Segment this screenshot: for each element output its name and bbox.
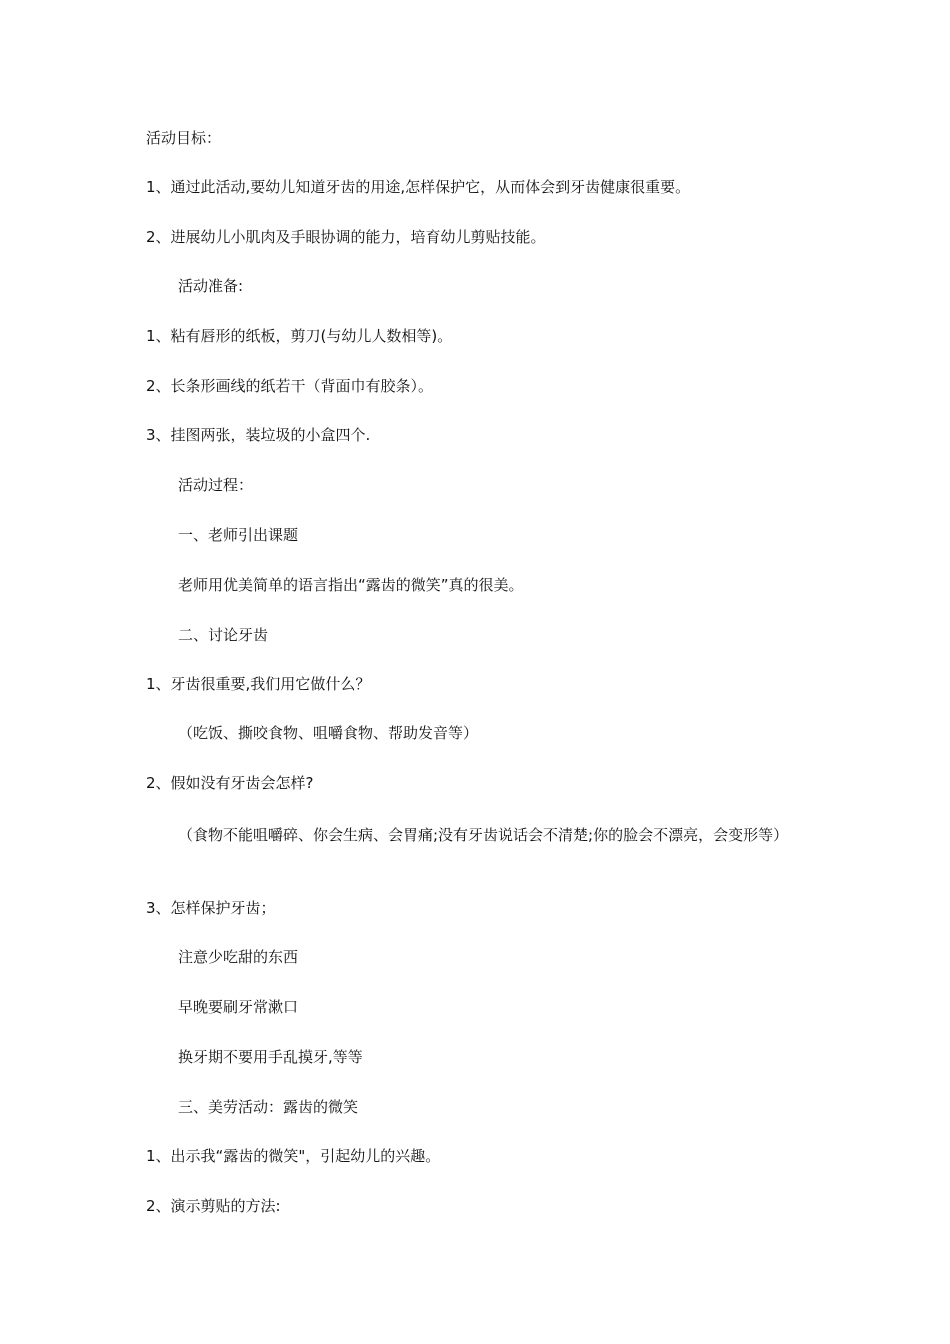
prep-heading: 活动准备: [178, 277, 244, 295]
answer-2 [146, 822, 814, 848]
tip-item-1: 注意少吃甜的东西 [178, 948, 299, 966]
prep-item-2: 2、长条形画线的纸若干（背面巾有胶条）。 [146, 377, 434, 395]
section3-item-2: 2、演示剪贴的方法: [146, 1197, 281, 1215]
section1-heading: 一、老师引出课题 [178, 526, 299, 544]
goal-item-1: 1、通过此活动,要幼儿知道牙齿的用途,怎样保护它，从而体会到牙齿健康很重要。 [146, 178, 691, 196]
section3-heading: 三、美劳活动：露齿的微笑 [178, 1098, 359, 1116]
tip-item-3: 换牙期不要用手乱摸牙,等等 [178, 1048, 363, 1066]
tip-item-2: 早晚要刷牙常漱口 [178, 998, 299, 1016]
section2-heading: 二、讨论牙齿 [178, 626, 269, 644]
process-heading: 活动过程： [178, 476, 254, 494]
goal-item-2: 2、进展幼儿小肌肉及手眼协调的能力，培育幼儿剪贴技能。 [146, 228, 546, 246]
prep-item-3: 3、挂图两张，装垃圾的小盒四个. [146, 426, 371, 444]
goals-heading: 活动目标： [146, 129, 222, 147]
answer-2-text: （食物不能咀嚼碎、你会生病、会胃痛;没有牙齿说话会不清楚;你的脸会不漂亮，会变形等） [178, 826, 789, 844]
section3-item-1: 1、出示我“露齿的微笑"，引起幼儿的兴趣。 [146, 1147, 441, 1165]
question-1: 1、牙齿很重要,我们用它做什么？ [146, 675, 371, 693]
question-3: 3、怎样保护牙齿； [146, 899, 276, 917]
prep-item-1: 1、粘有唇形的纸板，剪刀(与幼儿人数相等)。 [146, 327, 453, 345]
answer-1: （吃饭、撕咬食物、咀嚼食物、帮助发音等） [178, 724, 479, 742]
question-2: 2、假如没有牙齿会怎样? [146, 774, 314, 792]
section1-text: 老师用优美简单的语言指出“露齿的微笑”真的很美。 [178, 576, 524, 594]
